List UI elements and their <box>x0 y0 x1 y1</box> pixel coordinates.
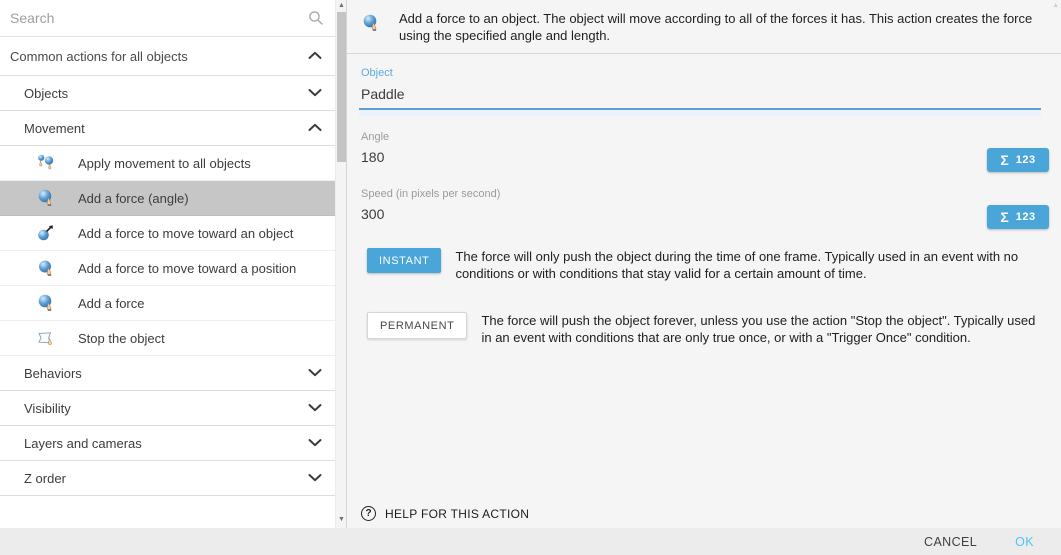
object-input[interactable]: Paddle <box>359 79 1041 110</box>
angle-expression-builder-button[interactable] <box>987 148 1049 172</box>
apply-movement-icon <box>36 153 56 173</box>
help-link[interactable] <box>361 506 529 521</box>
instant-description: The force will only push the object during the time of one frame. Typically used in an event with no conditions or with conditions that stay valid for a certain amount of time. <box>455 249 1019 281</box>
actions-list <box>0 37 346 496</box>
numeric-123-icon: 123 <box>1015 154 1036 166</box>
action-config-panel <box>347 0 1061 528</box>
action-item-add-a-force-to-move-toward-a-position[interactable] <box>0 251 346 286</box>
force-angle-icon <box>36 188 56 208</box>
category-behaviors[interactable] <box>0 356 346 391</box>
action-item-add-a-force[interactable] <box>0 286 346 321</box>
help-label: HELP FOR THIS ACTION <box>385 506 530 521</box>
permanent-description: The force will push the object forever, unless you use the action "Stop the object". Typically used in an event with conditions that are only true once, or with a "Trigger Once" condition. <box>481 313 1036 345</box>
action-item-label: Add a force to move toward an object <box>78 225 294 241</box>
object-field-label: Object <box>361 67 393 79</box>
search-input[interactable] <box>0 10 280 26</box>
angle-input[interactable]: 180 <box>361 149 385 165</box>
stop-object-icon <box>36 328 56 348</box>
category-label: Common actions for all objects <box>10 48 188 64</box>
category-label: Behaviors <box>24 365 82 381</box>
chevron-down-icon <box>308 399 322 417</box>
action-description-row <box>347 0 1061 54</box>
action-item-apply-movement-to-all-objects[interactable] <box>0 146 346 181</box>
help-icon: ? <box>361 506 376 521</box>
numeric-123-icon: 123 <box>1015 211 1036 223</box>
actions-sidebar <box>0 0 347 528</box>
ok-button[interactable]: OK <box>1015 534 1034 549</box>
speed-field-label: Speed (in pixels per second) <box>361 188 501 200</box>
object-field-focus-tint <box>359 110 1041 116</box>
permanent-button[interactable]: PERMANENT <box>367 312 467 339</box>
force-toward-object-icon <box>36 223 56 243</box>
category-label: Movement <box>24 120 85 136</box>
category-objects[interactable] <box>0 76 346 111</box>
category-label: Objects <box>24 85 69 101</box>
category-movement[interactable] <box>0 111 346 146</box>
dialog-footer <box>0 528 1061 555</box>
action-item-stop-the-object[interactable] <box>0 321 346 356</box>
force-toward-position-icon <box>36 258 56 278</box>
object-field-block <box>359 67 1041 116</box>
action-item-label: Stop the object <box>78 330 165 346</box>
chevron-down-icon <box>308 469 322 487</box>
speed-field-block <box>359 188 1041 230</box>
category-label: Z order <box>24 470 66 486</box>
category-common-actions-for-all-objects[interactable] <box>0 37 346 76</box>
chevron-up-icon <box>308 119 322 137</box>
cancel-button[interactable]: CANCEL <box>924 534 978 549</box>
force-icon <box>36 293 56 313</box>
scroll-down-icon[interactable]: ▼ <box>338 516 345 523</box>
action-description: Add a force to an object. The object will move according to all of the forces it has. This action creates the force using the specified angle and length. <box>399 11 1033 43</box>
instant-mode-row <box>359 248 1041 282</box>
sigma-icon: Σ <box>1000 209 1009 225</box>
action-item-label: Add a force (angle) <box>78 190 189 206</box>
category-layers-and-cameras[interactable] <box>0 426 346 461</box>
action-item-label: Apply movement to all objects <box>78 155 251 171</box>
permanent-mode-row <box>359 312 1041 346</box>
category-label: Visibility <box>24 400 71 416</box>
chevron-down-icon <box>308 434 322 452</box>
action-item-label: Add a force <box>78 295 145 311</box>
scroll-up-icon[interactable]: ▲ <box>338 2 345 9</box>
chevron-down-icon <box>308 84 322 102</box>
action-item-add-a-force-angle[interactable] <box>0 181 346 216</box>
search-bar <box>0 0 346 37</box>
chevron-up-icon <box>308 47 322 65</box>
panel-scroll-up-icon[interactable]: ▲ <box>1052 2 1059 9</box>
search-icon <box>308 10 324 31</box>
sidebar-scrollbar[interactable] <box>335 0 346 528</box>
category-visibility[interactable] <box>0 391 346 426</box>
scrollbar-thumb[interactable] <box>337 12 346 162</box>
sigma-icon: Σ <box>1000 152 1009 168</box>
speed-expression-builder-button[interactable] <box>987 205 1049 229</box>
angle-field-label: Angle <box>361 131 390 143</box>
category-label: Layers and cameras <box>24 435 142 451</box>
force-icon <box>361 13 381 33</box>
action-item-label: Add a force to move toward a position <box>78 260 297 276</box>
speed-input[interactable]: 300 <box>361 206 385 222</box>
action-item-add-a-force-to-move-toward-an-object[interactable] <box>0 216 346 251</box>
instant-button[interactable]: INSTANT <box>367 248 441 273</box>
category-z-order[interactable] <box>0 461 346 496</box>
angle-field-block <box>359 131 1041 173</box>
action-form <box>347 67 1061 346</box>
chevron-down-icon <box>308 364 322 382</box>
